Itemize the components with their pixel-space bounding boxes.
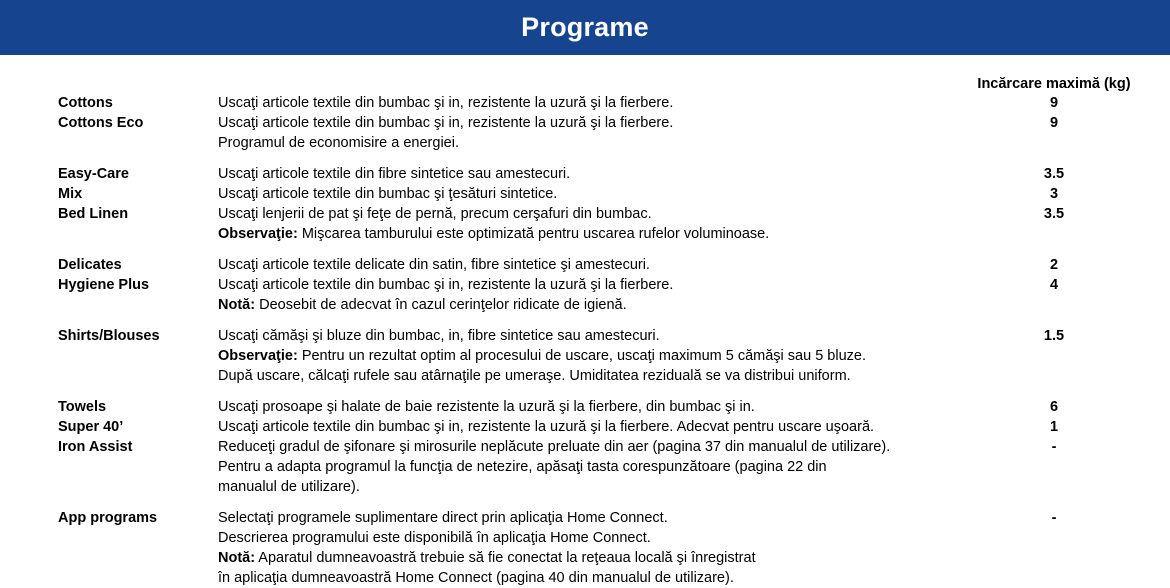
program-name: Cottons: [58, 95, 113, 111]
program-description-line: Uscaţi prosoape şi halate de baie rezistente la uzură şi la fierbere, din bumbac şi in.: [218, 399, 755, 415]
program-name: Bed Linen: [58, 206, 129, 222]
table-row: [0, 275, 1170, 315]
program-description-line: Uscaţi articole textile din bumbac şi ţesături sintetice.: [218, 186, 558, 202]
table-row-line: [0, 417, 1170, 437]
program-name: Mix: [58, 186, 83, 202]
program-max-load: -: [1051, 439, 1057, 455]
program-description-line: manualul de utilizare).: [218, 479, 360, 495]
description-note-label: Notă:: [218, 297, 256, 313]
table-row: [0, 255, 1170, 275]
programs-table: [0, 55, 1170, 586]
program-max-load: 3.5: [1043, 206, 1065, 222]
program-name: Super 40’: [58, 419, 124, 435]
description-text: Mişcarea tamburului este optimizată pentru uscarea rufelor voluminoase.: [297, 226, 770, 242]
table-row-line: [0, 295, 1170, 315]
description-text: Aparatul dumneavoastră trebuie să fie conectat la reţeaua locală şi înregistrat: [255, 550, 756, 566]
table-row-line: [0, 437, 1170, 457]
program-description-line: Uscaţi articole textile din bumbac şi in, rezistente la uzură şi la fierbere.: [218, 115, 674, 131]
table-row-line: [0, 164, 1170, 184]
program-description-line: Uscaţi articole textile delicate din satin, fibre sintetice şi amestecuri.: [218, 257, 650, 273]
table-row-line: [0, 548, 1170, 568]
program-description-line: Uscaţi articole textile din fibre sintetice sau amestecuri.: [218, 166, 571, 182]
table-row-line: [0, 457, 1170, 477]
program-max-load: 3: [1049, 186, 1059, 202]
program-description-line: Descrierea programului este disponibilă în aplicaţia Home Connect.: [218, 530, 651, 546]
program-description-line: Programul de economisire a energiei.: [218, 135, 459, 151]
program-description-line: Selectaţi programele suplimentare direct prin aplicaţia Home Connect.: [218, 510, 668, 526]
program-description-line: [218, 295, 1008, 315]
program-name: Iron Assist: [58, 439, 133, 455]
program-description-line: Uscaţi lenjerii de pat şi feţe de pernă, precum cerşafuri din bumbac.: [218, 206, 652, 222]
table-row-line: [0, 366, 1170, 386]
program-name: Hygiene Plus: [58, 277, 150, 293]
table-row: [0, 204, 1170, 244]
column-header-max-load: Incărcare maximă (kg): [977, 76, 1131, 92]
program-max-load: 9: [1049, 95, 1059, 111]
description-note-label: Observaţie:: [218, 348, 298, 364]
table-row: [0, 417, 1170, 437]
program-description-line: Uscaţi cămăşi şi bluze din bumbac, in, fibre sintetice sau amestecuri.: [218, 328, 660, 344]
table-row: [0, 184, 1170, 204]
program-description-line: [218, 224, 1008, 244]
table-row: [0, 113, 1170, 153]
table-row: [0, 326, 1170, 386]
page-header-bar: [0, 0, 1170, 55]
table-row-line: [0, 93, 1170, 113]
table-row-line: [0, 184, 1170, 204]
table-row-line: [0, 204, 1170, 224]
table-row: [0, 164, 1170, 184]
table-row-line: [0, 133, 1170, 153]
program-description-line: [218, 346, 1008, 366]
table-row: [0, 508, 1170, 588]
page-title: Programe: [521, 12, 649, 42]
program-name: Delicates: [58, 257, 122, 273]
table-row-line: [0, 528, 1170, 548]
program-description-line: [218, 548, 1008, 568]
table-row: [0, 93, 1170, 113]
program-description-line: Reduceţi gradul de şifonare şi mirosurile neplăcute preluate din aer (pagina 37 din manualul de utilizare).: [218, 439, 891, 455]
program-max-load: -: [1051, 510, 1057, 526]
program-description-line: Uscaţi articole textile din bumbac şi in, rezistente la uzură şi la fierbere.: [218, 277, 674, 293]
program-name: Cottons Eco: [58, 115, 144, 131]
program-name: App programs: [58, 510, 158, 526]
table-row-line: [0, 255, 1170, 275]
description-text: Pentru un rezultat optim al procesului de uscare, uscaţi maximum 5 cămăşi sau 5 bluze.: [297, 348, 866, 364]
table-row-line: [0, 508, 1170, 528]
table-row: [0, 397, 1170, 417]
table-row-line: [0, 346, 1170, 366]
table-row-line: [0, 275, 1170, 295]
program-max-load: 3.5: [1043, 166, 1065, 182]
description-note-label: Observaţie:: [218, 226, 298, 242]
description-text: Deosebit de adecvat în cazul cerinţelor ridicate de igienă.: [255, 297, 627, 313]
program-max-load: 9: [1049, 115, 1059, 131]
program-max-load: 2: [1049, 257, 1059, 273]
table-row: [0, 437, 1170, 497]
program-name: Shirts/Blouses: [58, 328, 160, 344]
program-description-line: Uscaţi articole textile din bumbac şi in, rezistente la uzură şi la fierbere.: [218, 95, 674, 111]
table-row-line: [0, 397, 1170, 417]
table-row-line: [0, 113, 1170, 133]
program-description-line: După uscare, călcaţi rufele sau atârnaţile pe umeraşe. Umiditatea reziduală se va distribui uniform.: [218, 368, 851, 384]
table-row-line: [0, 224, 1170, 244]
table-row-line: [0, 568, 1170, 588]
program-description-line: Uscaţi articole textile din bumbac şi in, rezistente la uzură şi la fierbere. Adecvat pentru uscare uşoară.: [218, 419, 875, 435]
program-name: Towels: [58, 399, 107, 415]
program-max-load: 1: [1049, 419, 1059, 435]
program-description-line: în aplicaţia dumneavoastră Home Connect (pagina 40 din manualul de utilizare).: [218, 570, 734, 586]
table-row-line: [0, 326, 1170, 346]
program-max-load: 6: [1049, 399, 1059, 415]
table-row-line: [0, 477, 1170, 497]
program-description-line: Pentru a adapta programul la funcţia de netezire, apăsaţi tasta corespunzătoare (pagina 22 din: [218, 459, 827, 475]
program-name: Easy-Care: [58, 166, 129, 182]
description-note-label: Notă:: [218, 550, 256, 566]
program-max-load: 4: [1049, 277, 1059, 293]
program-max-load: 1.5: [1043, 328, 1065, 344]
programs-row-list: [0, 93, 1170, 588]
